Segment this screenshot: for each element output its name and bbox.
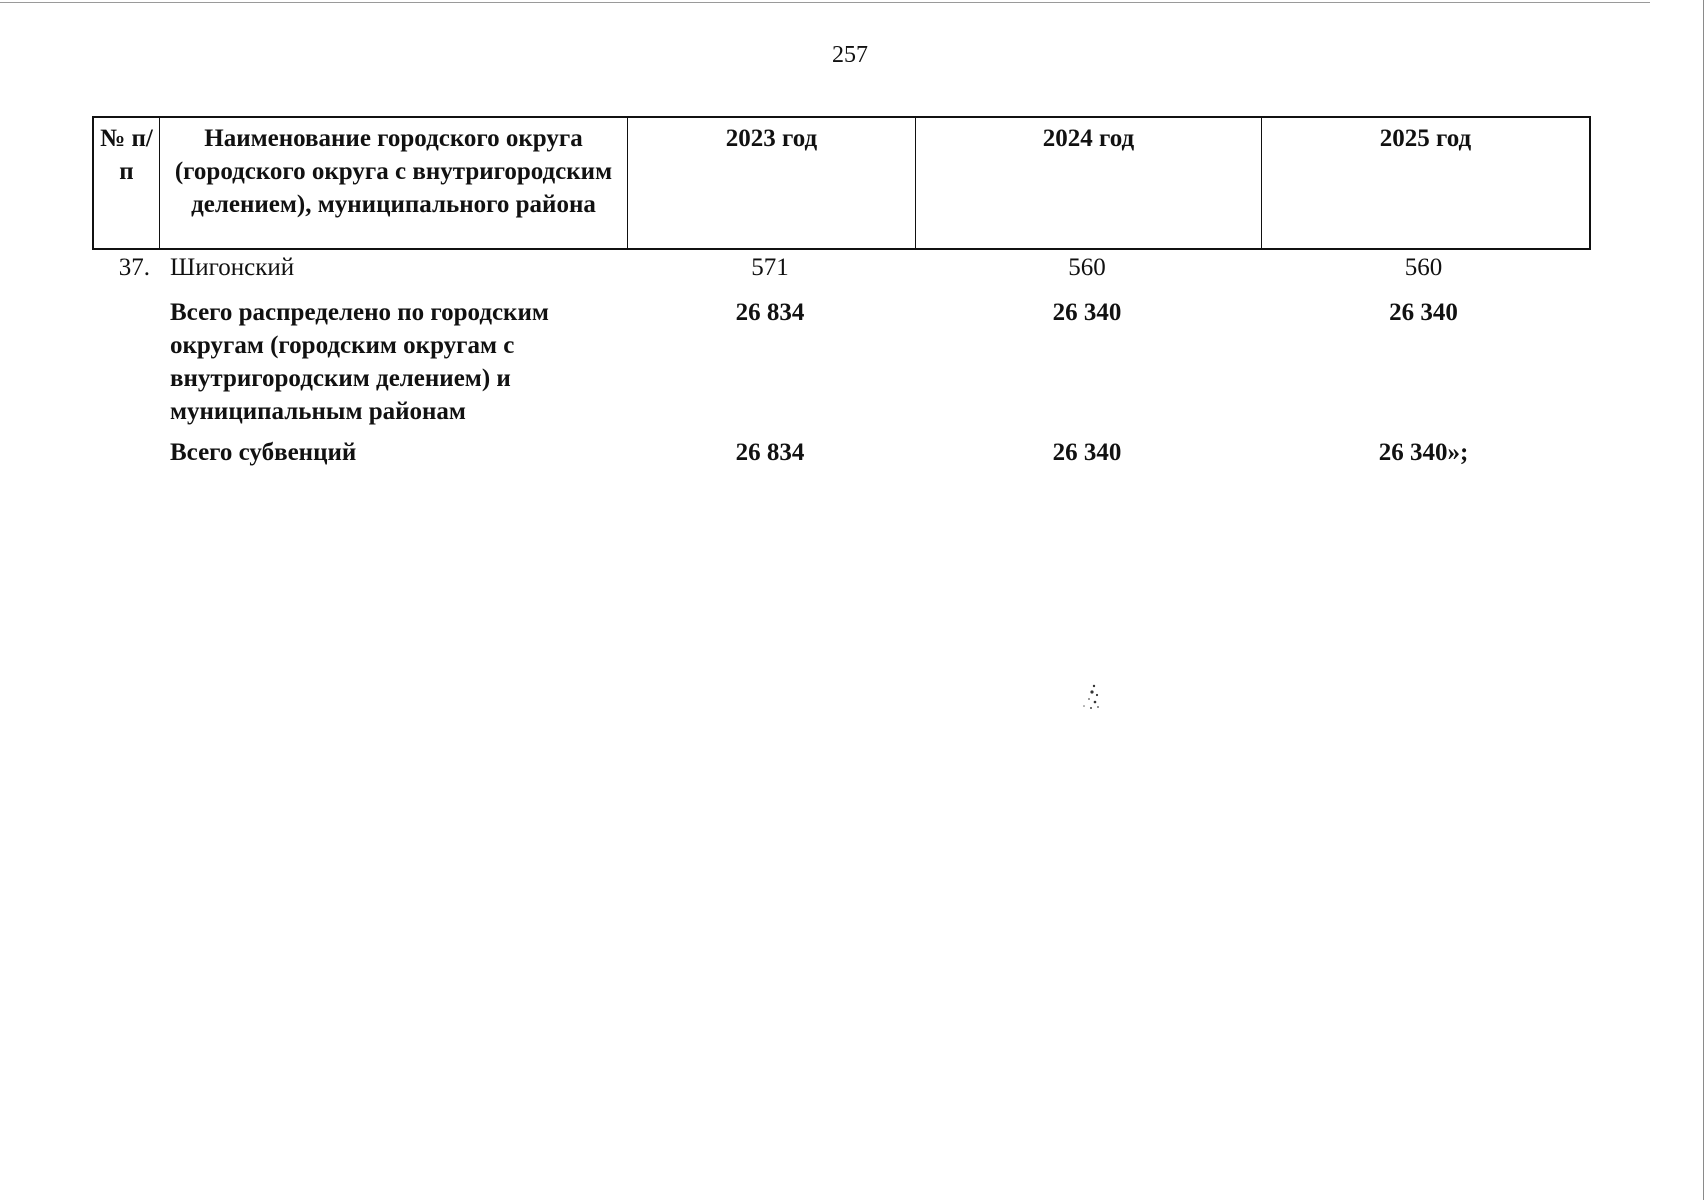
table-header (92, 116, 1591, 250)
scan-speck (1080, 682, 1104, 718)
row-value-2023: 26 834 (735, 299, 805, 326)
page-number: 257 (832, 42, 868, 68)
row-name: Шигонский (170, 254, 295, 281)
row-value-2024: 26 340 (1052, 299, 1122, 326)
row-value-2024: 560 (1068, 254, 1106, 281)
table-row-total-subventions (92, 436, 1591, 470)
row-value-2023: 571 (751, 254, 789, 281)
row-value-2024: 26 340 (1052, 439, 1122, 466)
header-2023: 2023 год (628, 118, 916, 248)
row-name: Всего распределено по городским округам (городским округам с внутригородским делением) и муниципальным районам (170, 299, 549, 425)
row-value-2025: 560 (1404, 254, 1443, 281)
row-value-2025: 26 340 (1389, 299, 1458, 326)
table-row (92, 251, 1591, 285)
row-number: 37. (118, 254, 150, 281)
row-value-2023: 26 834 (735, 439, 805, 466)
scan-right-edge (1703, 0, 1704, 1200)
row-value-2025: 26 340»; (1378, 439, 1469, 466)
row-name: Всего субвенций (170, 439, 357, 466)
header-2025: 2025 год (1379, 125, 1472, 152)
header-num: № п/п (94, 118, 160, 248)
scan-top-rule (0, 2, 1650, 3)
header-2024: 2024 год (916, 118, 1262, 248)
header-name: Наименование городского округа (городского округа с внутригородским делением), муниципального района (160, 118, 628, 248)
table-row-total-distributed (92, 296, 1591, 428)
